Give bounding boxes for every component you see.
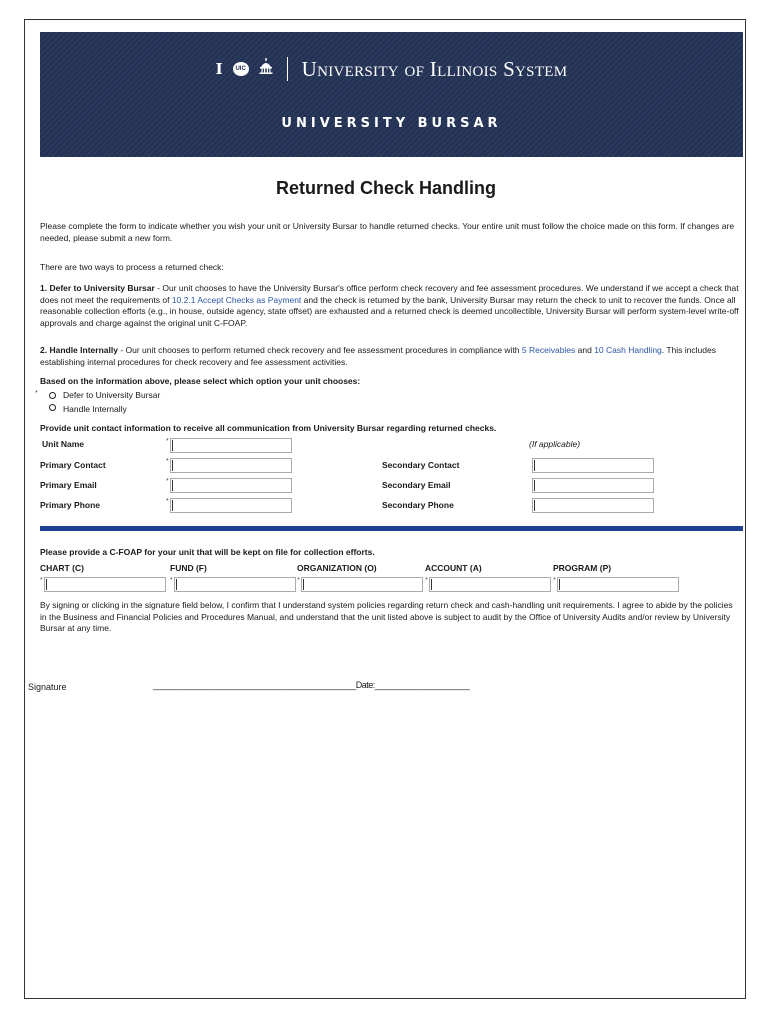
option-internal-description: 2. Handle Internally - Our unit chooses to perform returned check recovery and fee assessment procedures in compliance with 5 Receivables and 10 Cash Handling. This includes establishing internal procedures for check recovery and fee assessment activities.: [40, 345, 716, 367]
unit-name-label: Unit Name: [42, 439, 85, 449]
bursar-heading: UNIVERSITY BURSAR: [281, 116, 502, 131]
intro-text: Please complete the form to indicate whether you wish your unit or University Bursar to handle returned checks. Your entire unit must follow the choice made on this form. If changes are needed, please submit a new form.: [40, 221, 735, 243]
cfoap-prompt: Please provide a C-FOAP for your unit that will be kept on file for collection efforts.: [40, 547, 375, 557]
section-divider: [40, 526, 743, 531]
organization-field[interactable]: [301, 577, 423, 592]
header-banner: [40, 32, 743, 157]
fund-label: FUND (F): [170, 563, 207, 573]
page-title: Returned Check Handling: [275, 178, 497, 198]
secondary-contact-field[interactable]: [532, 458, 654, 473]
primary-phone-field[interactable]: [170, 498, 292, 513]
system-name: University of Illinois System: [301, 56, 568, 81]
select-option-prompt: Based on the information above, please select which option your unit chooses:: [40, 376, 361, 386]
two-ways-text: There are two ways to process a returned check:: [40, 262, 224, 272]
illinois-block-i-icon: I: [215, 60, 223, 78]
uic-logo-icon: UIC: [233, 62, 249, 76]
required-marker: *: [35, 390, 38, 397]
organization-label: ORGANIZATION (O): [297, 563, 377, 573]
signature-field[interactable]: [153, 680, 469, 690]
cash-handling-link[interactable]: 10 Cash Handling: [594, 345, 662, 355]
secondary-phone-label: Secondary Phone: [382, 500, 454, 510]
date-label: Date:: [355, 680, 375, 690]
contact-info-prompt: Provide unit contact information to receive all communication from University Bursar regarding returned checks.: [40, 423, 497, 433]
radio-defer-label: Defer to University Bursar: [63, 390, 161, 400]
chart-label: CHART (C): [40, 563, 84, 573]
secondary-contact-label: Secondary Contact: [382, 460, 460, 470]
radio-defer[interactable]: [49, 392, 56, 399]
logo-divider: [287, 57, 288, 81]
uis-dome-icon: [259, 58, 273, 81]
form-page: I UIC University of Illinois System UNIVERSITY BURSAR Returned Check Handling Please complete the form to indicate whether you wish your unit or University Bursar to handle returned checks. Your entire unit must follow the choice made on this form. If changes are needed, please submit a new form. There are two ways to process a returned check: 1. Defer to University Bursar - Our unit chooses to have the University Bursar's office perform check recovery and fee assessment procedures. We understand if we accept a check that does not meet the requirements of 10.2.1 Accept Checks as Payment and the check is returned by the bank, University Bursar may return the check to unit to recover the funds. Once all reasonable collection efforts (e.g., in house, outside agency, state offset) are exhausted and a returned check is deemed uncollectible, University Bursar will perform system-level write-off approvals and charge against the original unit C-FOAP. 2. Handle Internally - Our unit chooses to perform returned check recovery and fee assessment procedures in compliance with 5 Receivables and 10 Cash Handling. This includes establishing internal procedures for check recovery and fee assessment activities. Based on the information above, please select which option your unit chooses: * Defer to University Bursar Handle Internally Provide unit contact information to receive all communication from University Bursar regarding returned checks. Unit Name * (If applicable) Primary Contact * Secondary Contact Primary Email * Secondary Email Primary Phone * Secondary Phone Please provide a C-FOAP for your unit that will be kept on file for collection efforts. CHART (C) FUND (F) ORGANIZATION (O) ACCOUNT (A) PROGRAM (P) * * * * * By signing or clicking in the signature field below, I confirm that I understand system policies regarding return check and cash-handling unit requirements. I agree to abide by the policies in the Business and Financial Policies and Procedures Manual, and understand that the unit listed above is subject to audit by the Office of University Audits and/or review by University Bursar at any time. Signature _____________________________________________Date:_____________________: [24, 19, 746, 999]
secondary-email-label: Secondary Email: [382, 480, 451, 490]
agreement-text: By signing or clicking in the signature field below, I confirm that I understand system policies regarding return check and cash-handling unit requirements. I agree to abide by the policies in the Business and Financial Policies and Procedures Manual, and understand that the unit listed above is subject to audit by the Office of University Audits and/or review by University Bursar at any time.: [40, 600, 733, 633]
chart-field[interactable]: [44, 577, 166, 592]
fund-field[interactable]: [174, 577, 296, 592]
primary-phone-label: Primary Phone: [40, 500, 100, 510]
receivables-link[interactable]: 5 Receivables: [521, 345, 576, 355]
primary-email-field[interactable]: [170, 478, 292, 493]
option-defer-heading: 1. Defer to University Bursar: [40, 283, 155, 293]
radio-handle-internally[interactable]: [49, 404, 56, 411]
if-applicable-note: (If applicable): [529, 439, 581, 449]
unit-name-field[interactable]: [170, 438, 292, 453]
program-label: PROGRAM (P): [553, 563, 612, 573]
primary-email-label: Primary Email: [40, 480, 97, 490]
signature-label: Signature: [28, 682, 67, 692]
primary-contact-label: Primary Contact: [40, 460, 106, 470]
signature-line[interactable]: _____________________________________________: [153, 680, 356, 690]
logo-row: [40, 54, 743, 84]
option-internal-heading: 2. Handle Internally: [40, 345, 118, 355]
radio-internal-label: Handle Internally: [63, 404, 127, 414]
accept-checks-link[interactable]: 10.2.1 Accept Checks as Payment: [171, 294, 302, 305]
date-line[interactable]: _____________________: [374, 680, 470, 690]
program-field[interactable]: [557, 577, 679, 592]
option-defer-description: 1. Defer to University Bursar - Our unit chooses to have the University Bursar's office perform check recovery and fee assessment procedures. We understand if we accept a check that does not meet the requirements of 10.2.1 Accept Checks as Payment and the check is returned by the bank, University Bursar may return the check to unit to recover the funds. Once all reasonable collection efforts (e.g., in house, outside agency, state offset) are exhausted and a returned check is deemed uncollectible, University Bursar will perform system-level write-off approvals and charge against the original unit C-FOAP.: [40, 283, 739, 328]
account-field[interactable]: [429, 577, 551, 592]
secondary-phone-field[interactable]: [532, 498, 654, 513]
account-label: ACCOUNT (A): [425, 563, 482, 573]
secondary-email-field[interactable]: [532, 478, 654, 493]
primary-contact-field[interactable]: [170, 458, 292, 473]
